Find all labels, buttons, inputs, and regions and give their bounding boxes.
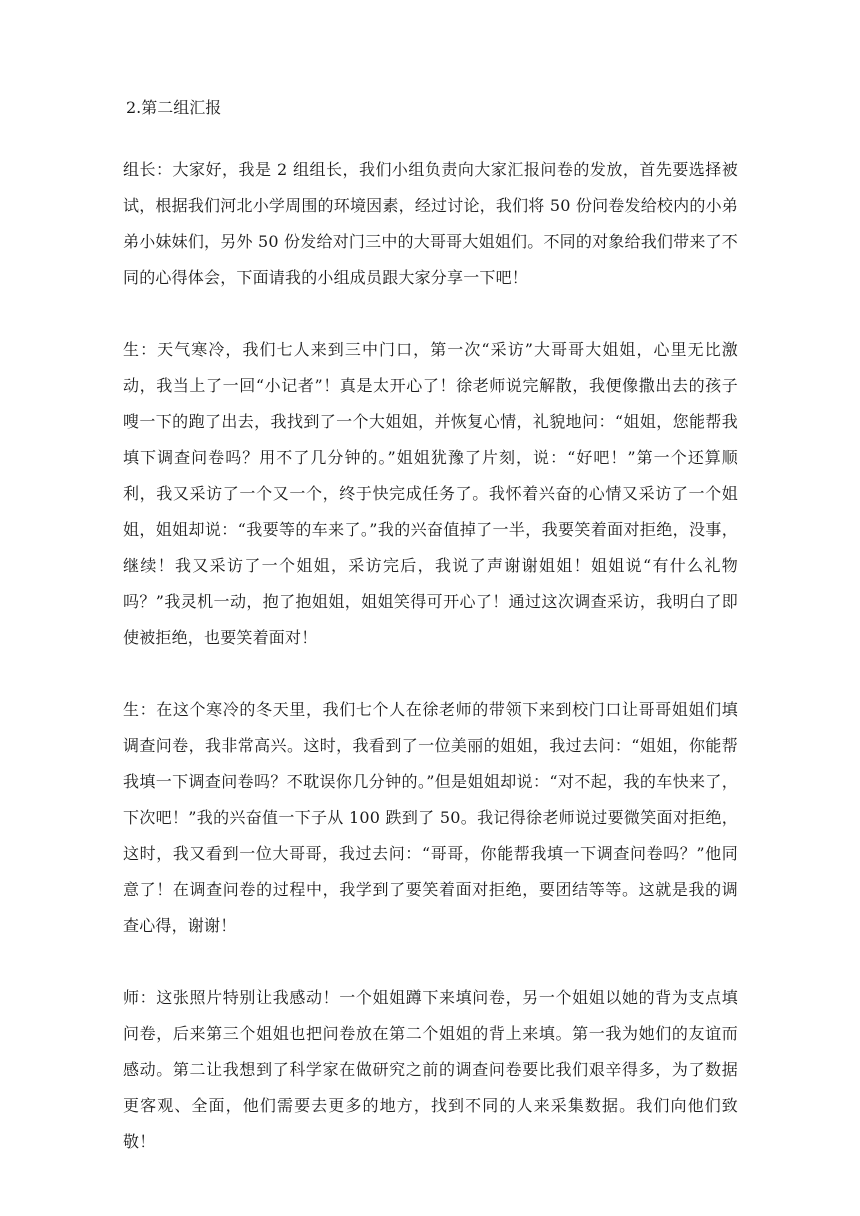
paragraph-group-leader: 组长：大家好，我是 2 组组长，我们小组负责向大家汇报问卷的发放，首先要选择被试，根据我们河北小学周围的环境因素，经过讨论，我们将 50 份问卷发给校内的小弟弟小妹妹们，另外 50 份发给对门三中的大哥哥大姐姐们。不同的对象给我们带来了不同的心得体会，下面请我的小组成员跟大家分享一下吧！ — [123, 160, 738, 287]
document-page — [123, 90, 738, 1160]
paragraph-student-1: 生：天气寒冷，我们七人来到三中门口，第一次“采访”大哥哥大姐姐，心里无比激动，我当上了一回“小记者”！真是太开心了！徐老师说完解散，我便像撒出去的孩子嗖一下的跑了出去，我找到了一个大姐姐，并恢复心情，礼貌地问：“姐姐，您能帮我填下调查问卷吗？用不了几分钟的。”姐姐犹豫了片刻，说：“好吧！”第一个还算顺利，我又采访了一个又一个，终于快完成任务了。我怀着兴奋的心情又采访了一个姐姐，姐姐却说：“我要等的车来了。”我的兴奋值掉了一半，我要笑着面对拒绝，没事，继续！我又采访了一个姐姐，采访完后，我说了声谢谢姐姐！姐姐说“有什么礼物吗？”我灵机一动，抱了抱姐姐，姐姐笑得可开心了！通过这次调查采访，我明白了即使被拒绝，也要笑着面对！ — [123, 340, 738, 647]
paragraph-student-2: 生：在这个寒冷的冬天里，我们七个人在徐老师的带领下来到校门口让哥哥姐姐们填调查问卷，我非常高兴。这时，我看到了一位美丽的姐姐，我过去问：“姐姐，你能帮我填一下调查问卷吗？不耽误你几分钟的。”但是姐姐却说：“对不起，我的车快来了，下次吧！”我的兴奋值一下子从 100 跌到了 50。我记得徐老师说过要微笑面对拒绝，这时，我又看到一位大哥哥，我过去问：“哥哥，你能帮我填一下调查问卷吗？”他同意了！在调查问卷的过程中，我学到了要笑着面对拒绝，要团结等等。这就是我的调查心得，谢谢！ — [123, 700, 738, 935]
paragraph-teacher: 师：这张照片特别让我感动！一个姐姐蹲下来填问卷，另一个姐姐以她的背为支点填问卷，后来第三个姐姐也把问卷放在第二个姐姐的背上来填。第一我为她们的友谊而感动。第二让我想到了科学家在做研究之前的调查问卷要比我们艰辛得多，为了数据更客观、全面，他们需要去更多的地方，找到不同的人来采集数据。我们向他们致敬！ — [123, 988, 738, 1151]
section-title: 2.第二组汇报 — [126, 98, 222, 117]
